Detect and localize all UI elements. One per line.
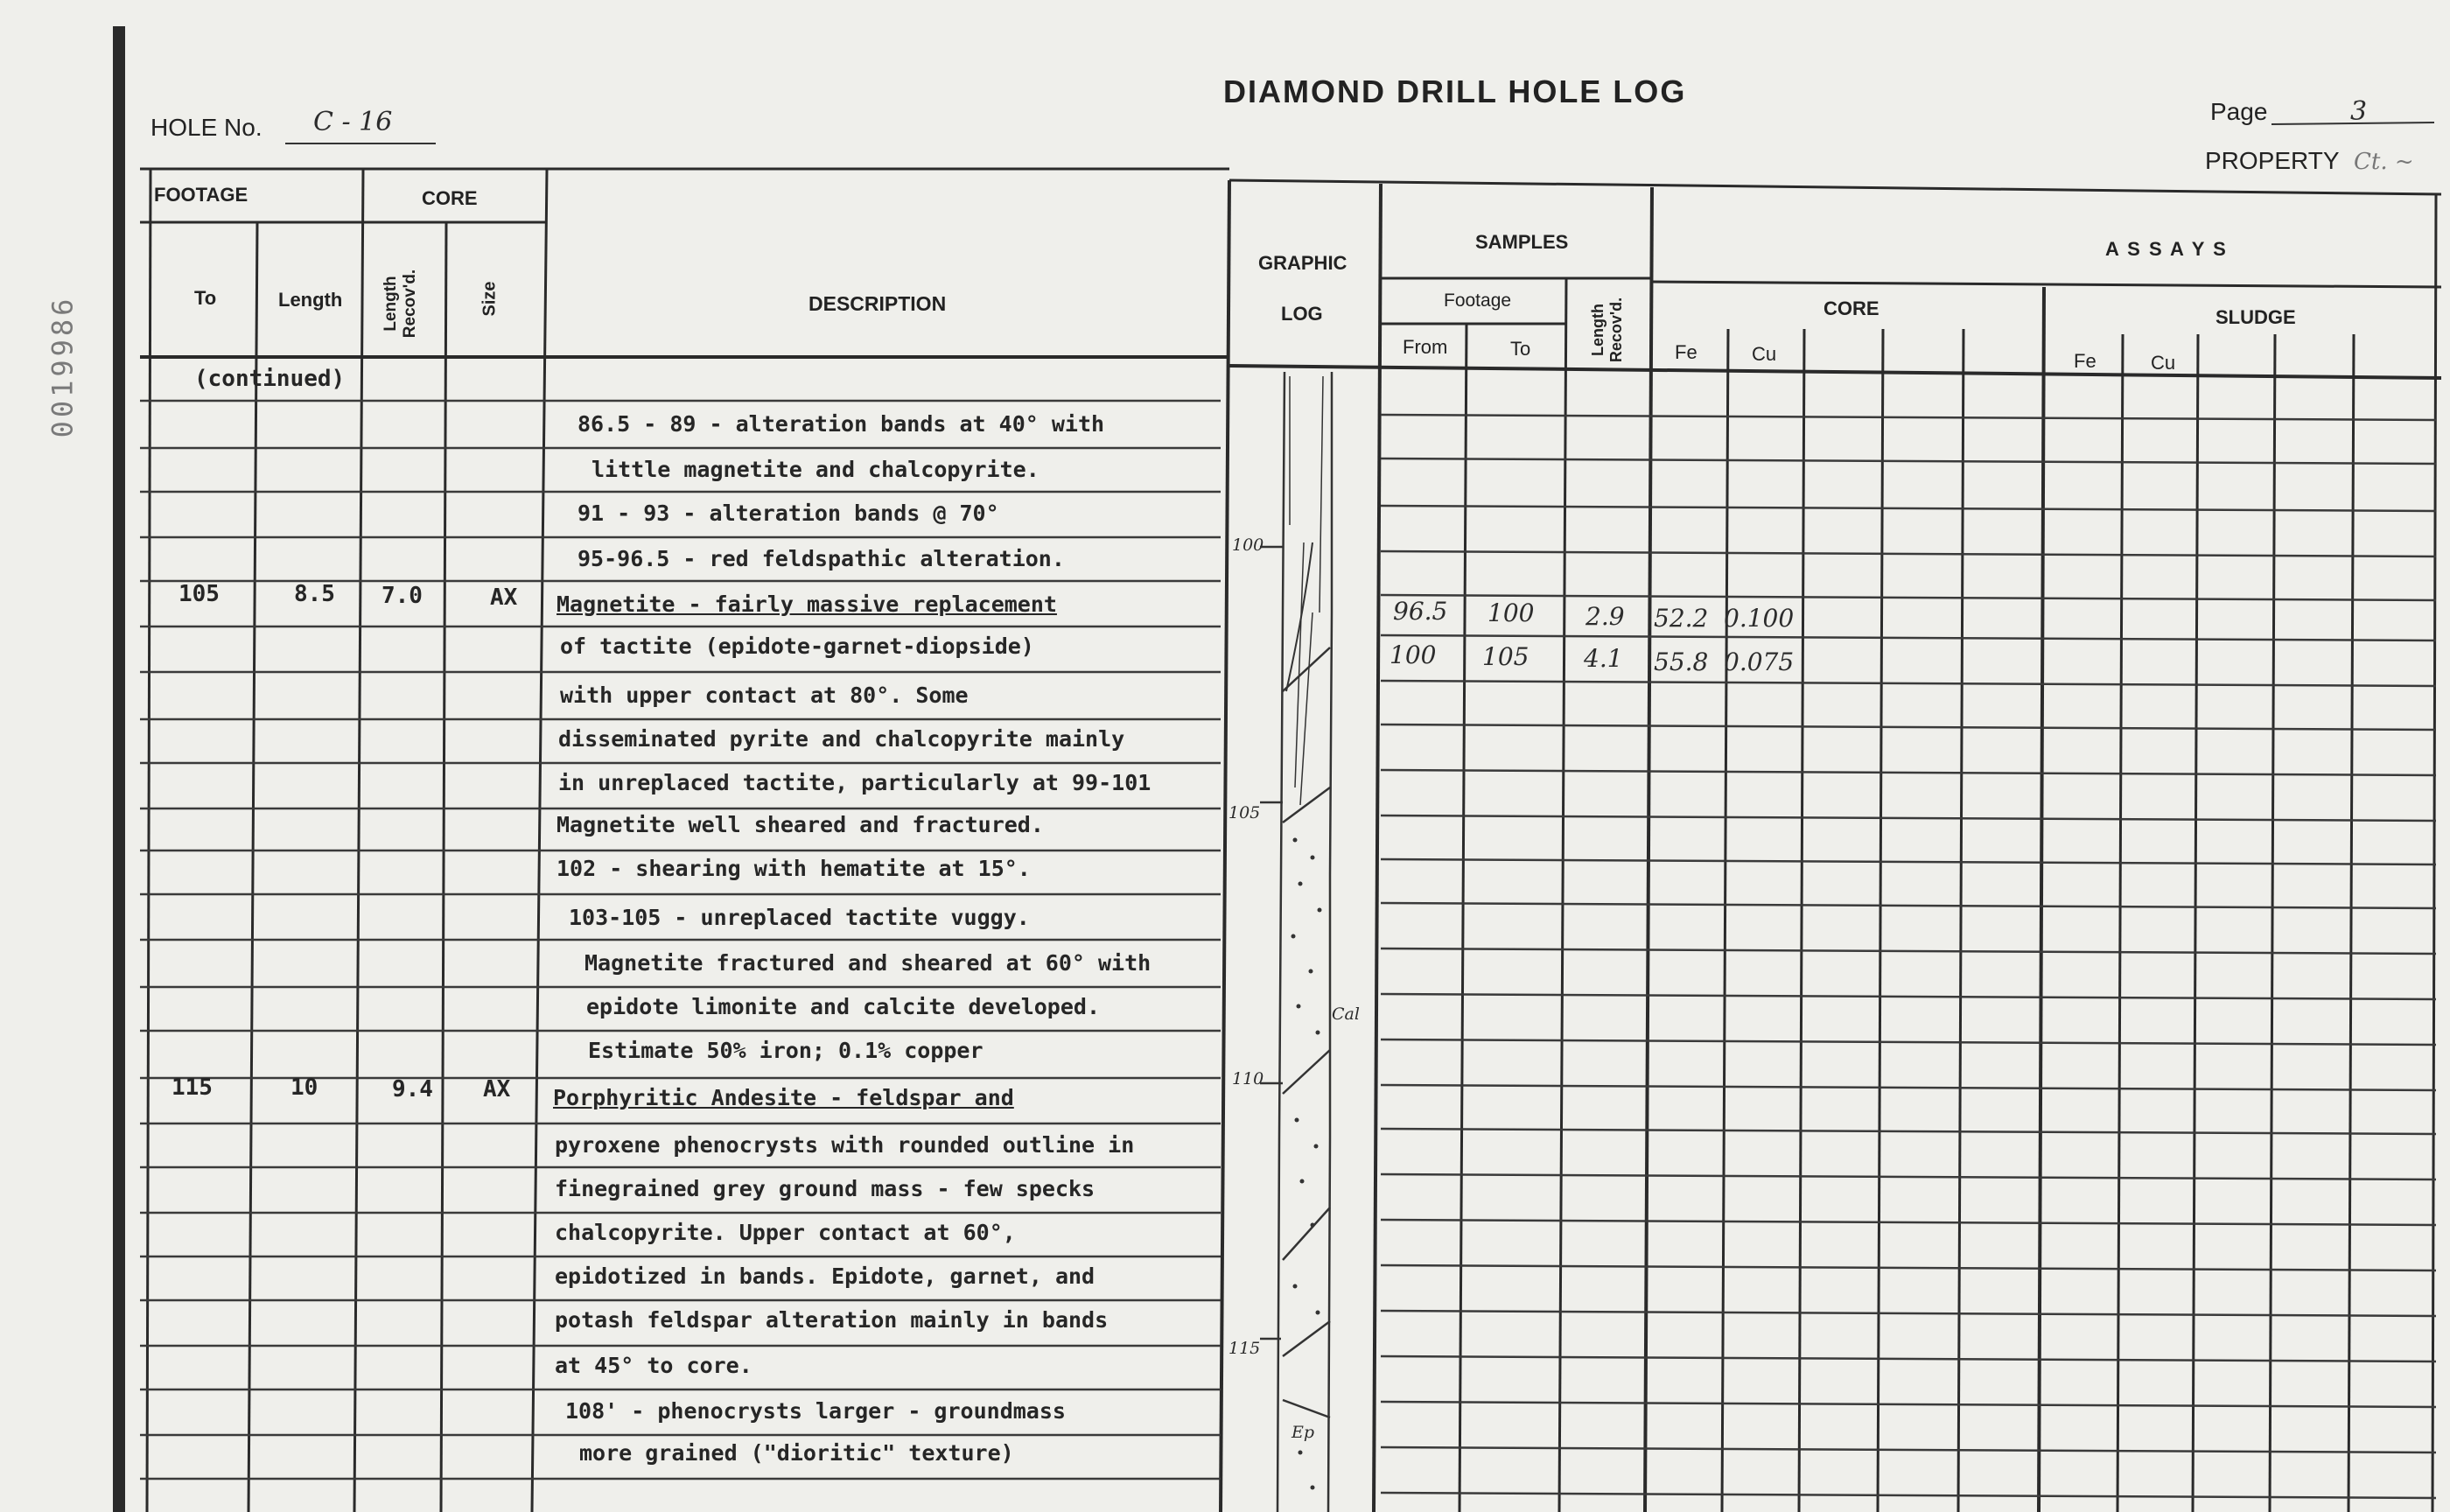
interval-size: AX (490, 584, 518, 611)
assays-header: A S S A Y S (2105, 238, 2228, 260)
sample-to: 105 (1482, 642, 1530, 671)
samples-header: SAMPLES (1475, 231, 1569, 253)
length-recovd-header: Length Recov'd. (382, 269, 419, 339)
description-line: 95-96.5 - red feldspathic alteration. (578, 546, 1065, 571)
interval-to: 115 (172, 1074, 213, 1101)
samples-from-header: From (1403, 336, 1448, 358)
graphic-depth-label: 100 (1232, 536, 1264, 555)
description-line: potash feldspar alteration mainly in bands (555, 1307, 1109, 1333)
sample-to: 100 (1488, 598, 1535, 627)
sample-recovd: 2.9 (1586, 602, 1625, 631)
description-line: epidotized in bands. Epidote, garnet, and (555, 1264, 1096, 1289)
description-line: epidote limonite and calcite developed. (586, 994, 1100, 1019)
interval-size: AX (483, 1076, 511, 1102)
interval-length: 10 (290, 1074, 318, 1101)
description-line: Magnetite well sheared and fractured. (556, 812, 1044, 837)
description-line: disseminated pyrite and chalcopyrite mainly (558, 726, 1125, 752)
sludge-header: SLUDGE (2216, 306, 2296, 328)
description-line: Magnetite fractured and sheared at 60° with (584, 950, 1152, 976)
footage-header: FOOTAGE (154, 184, 248, 206)
description-line: 108' - phenocrysts larger - groundmass (565, 1398, 1066, 1424)
description-line: 103-105 - unreplaced tactite vuggy. (569, 905, 1030, 930)
sludge-cu-header: Cu (2151, 352, 2176, 374)
property-value: Ct. ~ (2354, 149, 2414, 175)
side-stamp: 0019986 (46, 295, 80, 438)
graphic-depth-label: 115 (1228, 1339, 1261, 1358)
page-value: 3 (2350, 96, 2368, 127)
description-line: of tactite (epidote-garnet-diopside) (560, 634, 1034, 659)
description-line: in unreplaced tactite, particularly at 99-101 (558, 770, 1152, 795)
interval-recovd: 9.4 (392, 1076, 433, 1102)
hole-number-label: HOLE No. (150, 114, 262, 141)
assays-core-header: CORE (1824, 298, 1880, 319)
description-line: little magnetite and chalcopyrite. (592, 457, 1040, 482)
core-fe-header: Fe (1675, 341, 1698, 363)
description-line: at 45° to core. (555, 1353, 752, 1378)
samples-length-recovd-header: Length Recov'd. (1589, 297, 1625, 363)
form-title: DIAMOND DRILL HOLE LOG (1223, 74, 1687, 109)
graphic-note-cal: Cal (1332, 1004, 1360, 1024)
description-line: Magnetite - fairly massive replacement (556, 592, 1057, 617)
sample-from: 96.5 (1393, 597, 1448, 626)
description-line: Porphyritic Andesite - feldspar and (553, 1085, 1014, 1110)
size-header: Size (480, 281, 500, 317)
description-header: DESCRIPTION (808, 292, 947, 315)
description-line: pyroxene phenocrysts with rounded outline in (555, 1132, 1135, 1158)
core-cu-header: Cu (1752, 343, 1777, 365)
hole-number-value: C - 16 (313, 107, 393, 137)
description-line: 86.5 - 89 - alteration bands at 40° with (578, 411, 1105, 437)
samples-footage-header: Footage (1444, 290, 1512, 311)
description-line: 102 - shearing with hematite at 15°. (556, 856, 1031, 881)
sample-cu: 0.100 (1724, 604, 1795, 633)
graphic-note-ep: Ep (1292, 1423, 1315, 1442)
graphic-depth-label: 110 (1232, 1069, 1264, 1088)
length-header: Length (278, 289, 343, 311)
log-header: LOG (1281, 303, 1323, 325)
description-line: 91 - 93 - alteration bands @ 70° (578, 500, 999, 526)
core-header: CORE (422, 187, 478, 209)
description-line: chalcopyrite. Upper contact at 60°, (555, 1220, 1016, 1245)
description-line: finegrained grey ground mass - few specks (555, 1176, 1096, 1201)
sample-recovd: 4.1 (1584, 644, 1623, 673)
sample-fe: 55.8 (1654, 648, 1709, 676)
description-line: more grained ("dioritic" texture) (579, 1440, 1014, 1466)
property-label: PROPERTY (2205, 147, 2340, 174)
continued-note: (continued) (194, 366, 346, 392)
sample-fe: 52.2 (1654, 604, 1709, 633)
description-line: with upper contact at 80°. Some (560, 682, 969, 708)
to-header: To (194, 287, 217, 309)
samples-to-header: To (1510, 338, 1531, 360)
interval-recovd: 7.0 (382, 583, 423, 609)
interval-length: 8.5 (294, 581, 335, 607)
description-line: Estimate 50% iron; 0.1% copper (588, 1038, 984, 1063)
graphic-depth-label: 105 (1228, 803, 1261, 822)
graphic-header: GRAPHIC (1258, 252, 1348, 274)
sludge-fe-header: Fe (2074, 350, 2096, 372)
sample-from: 100 (1390, 640, 1437, 669)
sample-cu: 0.075 (1724, 648, 1795, 676)
interval-to: 105 (178, 581, 220, 607)
page-label: Page (2210, 98, 2268, 125)
